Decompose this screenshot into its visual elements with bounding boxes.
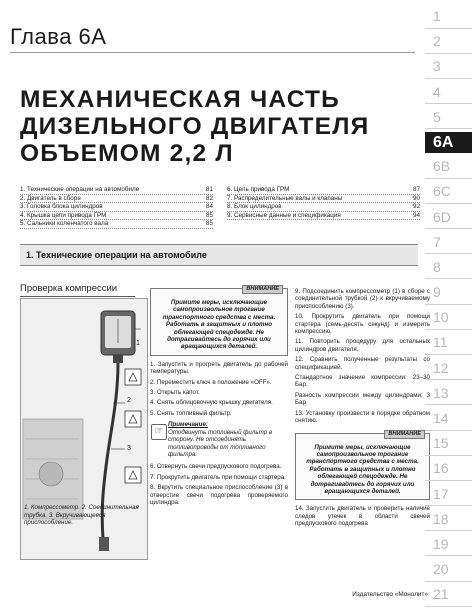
warning-text: Примите меры, исключающие самопроизвольное трогание транспортного средства с места. Работать в защитных и плотно облегающей спецодежде. Не дотрагивайтесь до горячих или вращающихся деталей. <box>306 443 419 495</box>
toc-entry[interactable]: 5. Сальники коленчатого вала 85 <box>20 220 213 228</box>
chapter-label: Глава 6А <box>10 24 107 49</box>
chapter-tab-active[interactable]: 6A <box>425 132 472 154</box>
step: 6. Отвернуть свечи предпускового подогрева. <box>150 463 282 471</box>
chapter-tab[interactable]: 2 <box>425 31 472 54</box>
step: 9. Подсоединить компрессометр (1) в сборе с соединительной трубкой (2) к вкручиваемому приспособлению (3). <box>295 288 430 310</box>
chapter-tab[interactable]: 6C <box>425 181 472 204</box>
toc-entry[interactable]: 6. Цепь привода ГРМ 87 <box>227 186 420 193</box>
step: 11. Повторить процедуру для остальных цилиндров двигателя. <box>295 338 430 353</box>
chapter-tabs <box>425 6 472 610</box>
toc-entry[interactable]: 4. Крышка цепи привода ГРМ 85 <box>20 211 213 219</box>
main-title <box>20 86 420 167</box>
chapter-tab[interactable]: 20 <box>425 559 472 582</box>
spec-value: Стандартное значение компрессии: 23–30 Бар. <box>295 374 430 389</box>
chapter-tab[interactable]: 19 <box>425 534 472 557</box>
instructions-column-middle <box>150 288 288 509</box>
warning-label: ВНИМАНИЕ <box>242 285 283 294</box>
instructions-column-right <box>295 288 430 531</box>
chapter-tab[interactable]: 12 <box>425 358 472 381</box>
step: 13. Установку произвести в порядке обратном снятию. <box>295 409 430 425</box>
step: 7. Прокрутить двигатель при помощи стартера. <box>150 473 286 481</box>
section-title: 1. Технические операции на автомобиле <box>26 250 207 260</box>
chapter-tab[interactable]: 6B <box>425 156 472 179</box>
toc-entry[interactable]: 9. Сервисные данные и спецификация 94 <box>227 211 420 219</box>
chapter-tab[interactable]: 14 <box>425 408 472 431</box>
chapter-tab[interactable]: 3 <box>425 56 472 79</box>
step: 10. Прокрутить двигатель при помощи стартера (семь-десять секунд) и измерить компрессию. <box>295 313 430 336</box>
title-line: ДИЗЕЛЬНОГО ДВИГАТЕЛЯ <box>20 113 370 140</box>
toc-entry[interactable]: 7. Распределительные валы и клапаны 90 <box>227 194 420 202</box>
step: 12. Сравнить полученные результаты со спецификацией. <box>295 356 430 371</box>
callout-2: 2 <box>127 397 131 404</box>
toc-entry[interactable]: 1. Технические операции на автомобиле 81 <box>20 186 213 193</box>
warning-box <box>150 288 288 356</box>
chapter-tab[interactable]: 21 <box>425 584 472 607</box>
chapter-tab[interactable]: 17 <box>425 484 472 507</box>
toc-left-column <box>20 186 213 229</box>
chapter-tab[interactable]: 8 <box>425 257 472 280</box>
toc-entry[interactable]: 2. Двигатель в сборе 82 <box>20 194 213 202</box>
chapter-tab[interactable]: 5 <box>425 107 472 130</box>
note-text: Отодвинуть топливный фильтр в сторону. Не отсоединять топливопроводы от топливного фильтра. <box>168 428 273 458</box>
step: 8. Вкрутить специальное приспособление (3) в отверстие свечи подогрева проверяемого цилиндра. <box>150 484 288 506</box>
chapter-tab[interactable]: 4 <box>425 82 472 105</box>
chapter-tab[interactable]: 18 <box>425 509 472 532</box>
note-hand-icon: ☞ <box>151 424 167 440</box>
title-line: ОБЪЕМОМ 2,2 Л <box>20 140 234 167</box>
title-line: МЕХАНИЧЕСКАЯ ЧАСТЬ <box>20 86 340 113</box>
step: 14. Запустить двигатель и проверить наличие следов утечек в области свечей предпускового подогрева <box>295 505 430 528</box>
chapter-tab[interactable]: 10 <box>425 307 472 330</box>
chapter-tab[interactable]: 1 <box>425 6 472 29</box>
callout-1: 1 <box>136 340 140 347</box>
step: 1. Запустить и прогреть двигатель до рабочей температуры. <box>150 360 288 376</box>
note-title: Примечание: <box>168 421 208 429</box>
chapter-heading <box>10 18 415 53</box>
callout-3: 3 <box>127 445 131 452</box>
chapter-tab[interactable]: 16 <box>425 458 472 481</box>
step: 3. Открыть капот. <box>150 389 200 397</box>
warning-box <box>295 430 430 501</box>
chapter-tab[interactable]: 7 <box>425 232 472 255</box>
toc-entry[interactable]: 8. Блок цилиндров 92 <box>227 203 420 211</box>
chapter-tab[interactable]: 15 <box>425 433 472 456</box>
step: 2. Переместить ключ в положение «OFF». <box>150 378 272 386</box>
spec-value: Разность компрессии между цилиндрами: 3 Бар <box>295 391 430 407</box>
warning-text: Примите меры, исключающие самопроизвольное трогание транспортного средства с места. Работать в защитных и плотно облегающей спецодежде. Не дотрагивайтесь до горячих или вращающихся деталей. <box>162 299 276 351</box>
chapter-tab[interactable]: 13 <box>425 383 472 406</box>
chapter-tab[interactable]: 9 <box>425 282 472 305</box>
section-header <box>20 244 418 266</box>
step: 4. Снять облицовочную крышку двигателя. <box>150 399 273 407</box>
note-box <box>150 421 288 458</box>
publisher-footer: Издательство «Монолит» <box>352 591 428 598</box>
chapter-tab[interactable]: 6D <box>425 207 472 230</box>
step: 5. Снять топливный фильтр. <box>150 409 232 417</box>
toc-entry[interactable]: 3. Головка блока цилиндров 84 <box>20 203 213 211</box>
warning-label: ВНИМАНИЕ <box>384 430 425 439</box>
table-of-contents <box>20 186 418 230</box>
figure-caption: 1. Компрессометр. 2. Соединительная трубка. 3. Вкручивающееся приспособление. <box>24 504 139 527</box>
subsection-title: Проверка компрессии <box>20 283 135 297</box>
chapter-tab[interactable]: 11 <box>425 332 472 355</box>
toc-right-column <box>227 186 420 220</box>
